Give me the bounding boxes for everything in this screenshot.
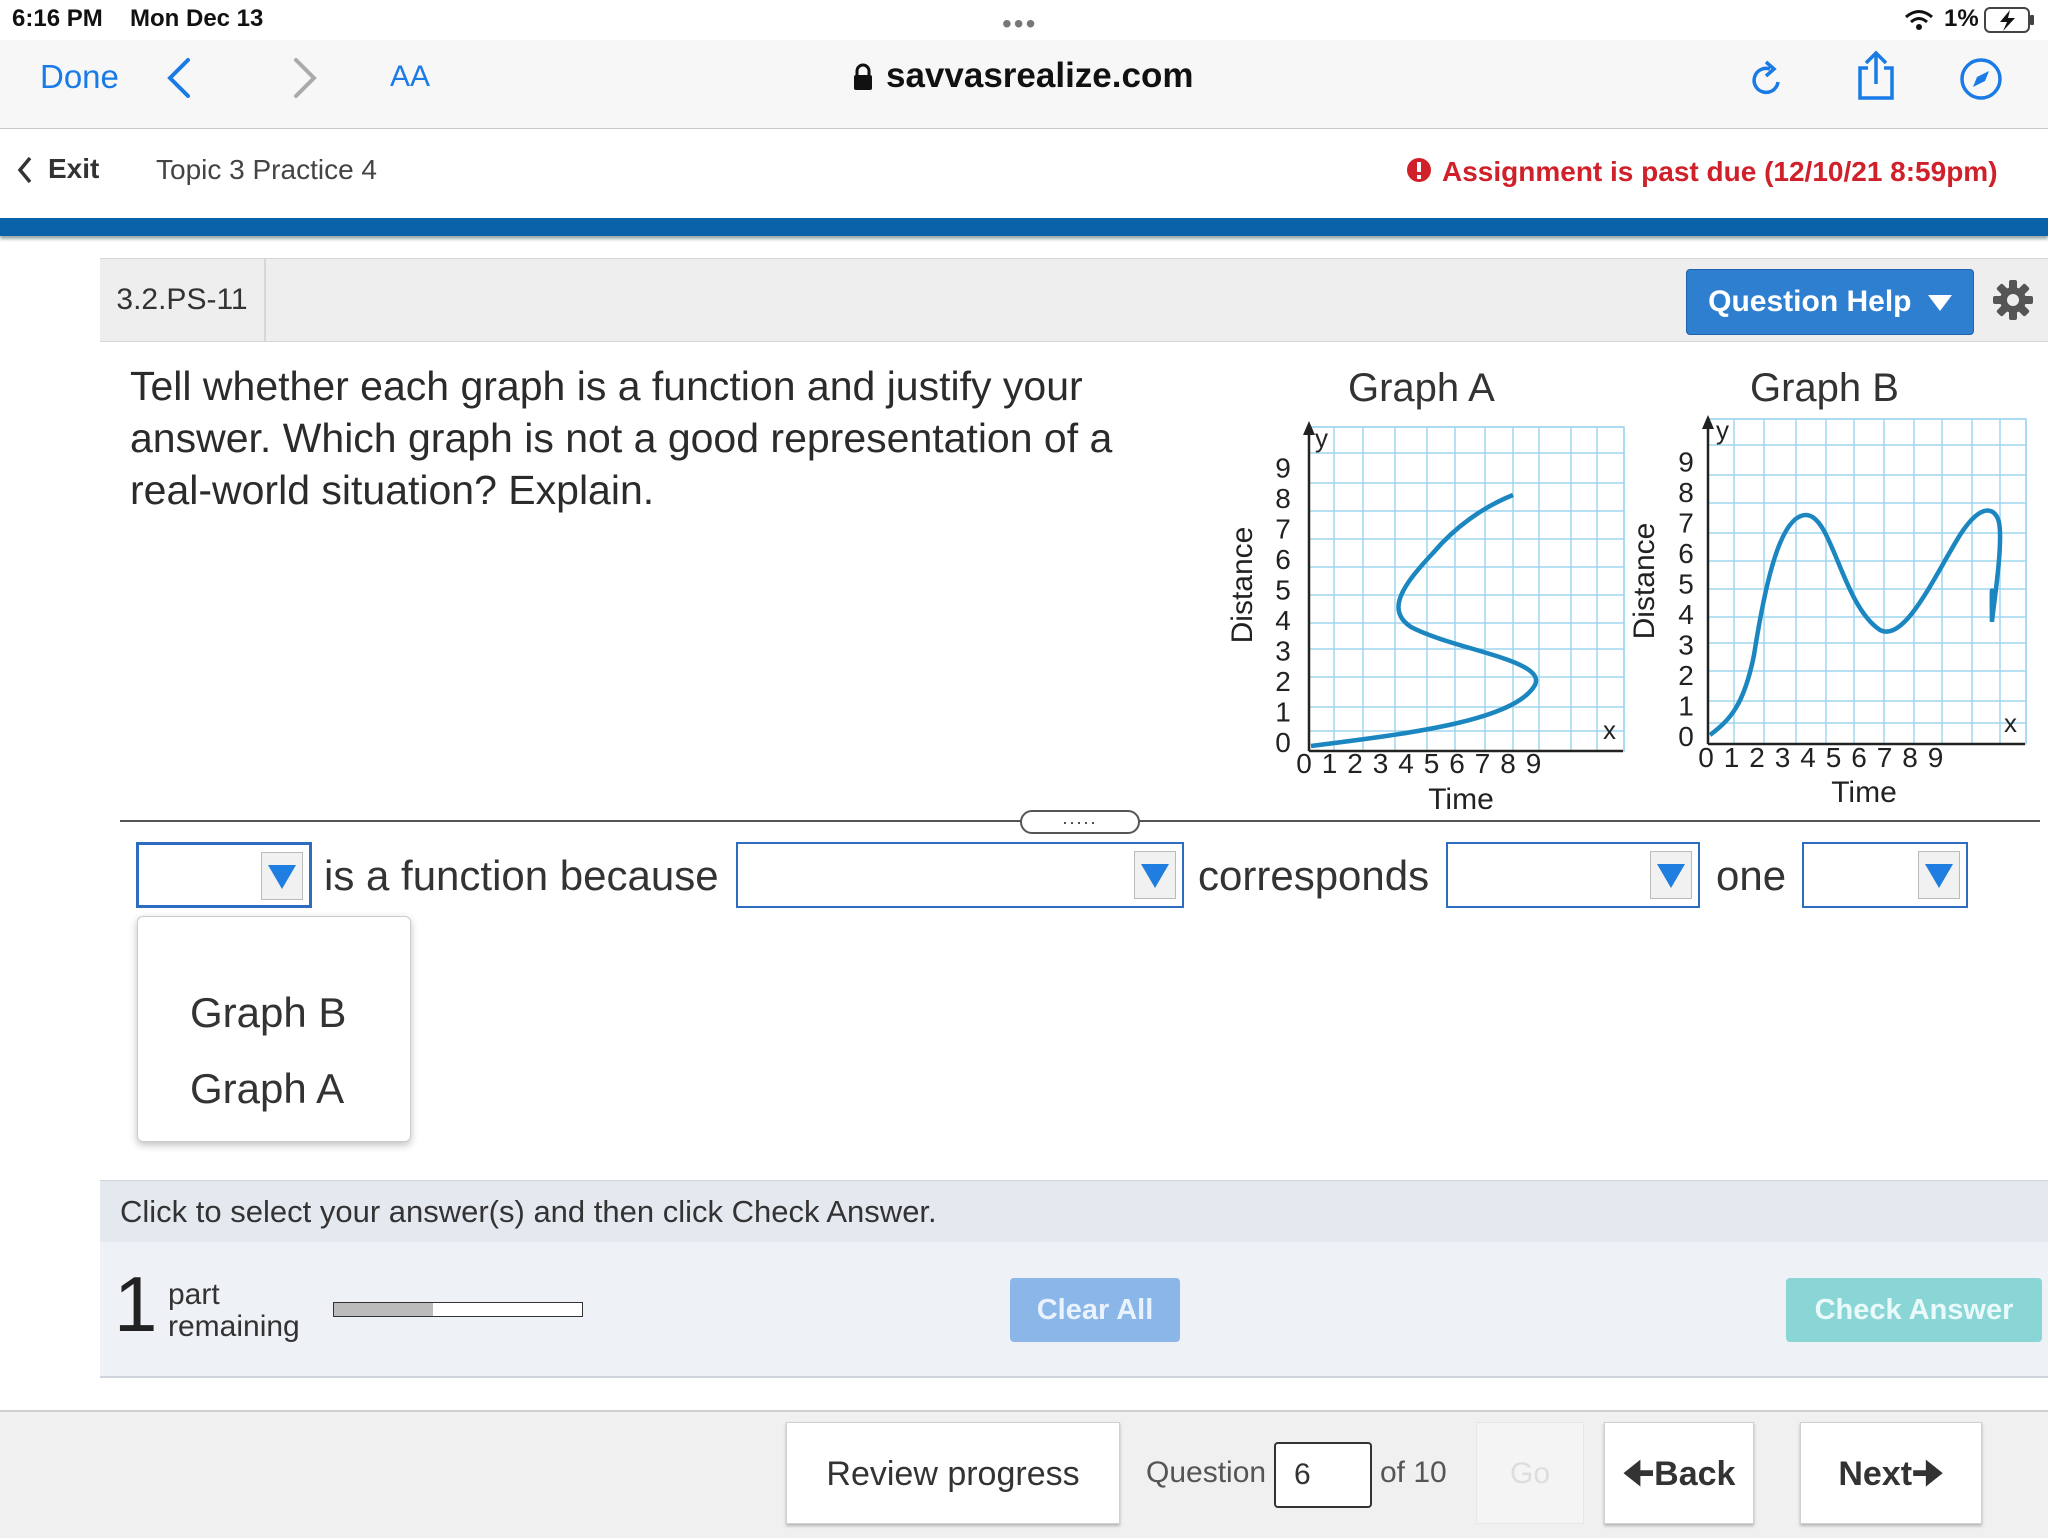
question-id: 3.2.PS-11 [100,259,266,341]
graph-a-curve [1311,495,1536,746]
question-help-button[interactable] [1686,269,1974,335]
graph-a-x-tick: 6 [1449,748,1465,779]
status-time: 6:16 PM [12,5,103,32]
output-dropdown[interactable] [1802,842,1968,908]
graph-b-x-tick: 4 [1800,742,1816,773]
graph-a-x-tick: 3 [1372,748,1389,779]
progress-bar-fill [334,1303,433,1316]
one-text: one [1716,852,1787,899]
graph-b-y-tick: 0 [1678,721,1694,752]
question-header [100,258,2048,342]
back-button[interactable] [1604,1422,1754,1524]
graph-b-y-tick: 6 [1678,538,1694,569]
graph-b-y-tick: 9 [1678,446,1694,478]
check-answer-button[interactable]: Check Answer [1786,1278,2042,1342]
graph-b-y-tick: 8 [1678,477,1694,508]
graph-a-x-tick: 0 [1296,748,1312,779]
graph-a-xlabel: Time [1428,783,1494,816]
past-due-notice: Assignment is past due (12/10/21 8:59pm) [1442,156,1998,187]
exit-chevron-icon[interactable] [16,155,34,185]
graph-b-x-tick: 3 [1774,742,1791,773]
graph-b-y-tick: 5 [1678,568,1694,600]
instruction-text: Click to select your answer(s) and then click Check Answer. [100,1180,2048,1243]
graph-b-grid [1708,419,2026,744]
graph-a-y-tick: 2 [1275,666,1291,697]
status-date: Mon Dec 13 [130,5,264,32]
graph-a-x-tick: 9 [1525,748,1542,779]
graph-a-y-tick: 5 [1275,574,1291,606]
of-total-label: of 10 [1380,1456,1447,1489]
parts-label-part: part [168,1278,220,1311]
browser-toolbar [0,40,2048,129]
graph-a [1215,415,1635,820]
graph-a-y-tick: 0 [1275,727,1291,758]
graph-b-xlabel: Time [1831,776,1897,809]
graph-a-x-tick: 4 [1398,748,1414,779]
graph-a-x-axis-letter: x [1603,715,1616,745]
dropdown-arrow-icon [1134,851,1176,899]
status-bar [0,0,2048,40]
next-label: Next [1838,1455,1913,1493]
app-header [0,129,2048,217]
parts-label-remaining: remaining [168,1310,300,1343]
url-field[interactable]: savvasrealize.com [886,56,1194,95]
graph-a-x-tick: 7 [1474,748,1491,779]
dropdown-arrow-icon [1918,851,1960,899]
graph-a-y-axis-letter: y [1315,423,1328,453]
header-divider [0,218,2048,236]
graph-a-y-tick: 9 [1275,452,1291,484]
exit-button[interactable]: Exit [48,153,100,184]
graph-b-ylabel: Distance [1628,522,1661,640]
graph-b-y-axis-letter: y [1716,415,1729,445]
graph-a-y-tick: 6 [1275,544,1291,575]
graph-a-y-tick: 1 [1275,696,1291,728]
clear-all-button[interactable]: Clear All [1010,1278,1180,1342]
graph-b-x-tick: 7 [1876,742,1893,773]
graph-b-y-tick: 3 [1678,629,1694,661]
review-progress-button[interactable]: Review progress [786,1422,1120,1524]
forward-chevron-icon[interactable] [290,56,320,100]
left-arrow-icon: 🠈 [1622,1455,1655,1493]
graph-a-y-tick: 3 [1275,635,1291,667]
share-icon[interactable] [1854,50,1898,102]
graph-a-title: Graph A [1348,366,1495,410]
graph-a-x-tick: 5 [1423,748,1440,779]
reason-dropdown[interactable] [736,842,1184,908]
correspondence-dropdown[interactable] [1446,842,1700,908]
graph-b-title: Graph B [1750,366,1899,410]
battery-charging-icon [1984,6,2036,34]
graph-b-x-tick: 5 [1825,742,1842,773]
dropdown-arrow-icon [1650,851,1692,899]
compass-icon[interactable] [1958,56,2004,102]
menu-option-graph-a[interactable]: Graph A [190,1065,345,1112]
corresponds-text: corresponds [1198,852,1430,899]
dropdown-menu [137,916,411,1142]
parts-remaining-count: 1 [114,1260,158,1348]
graph-b-x-axis-letter: x [2004,708,2017,738]
warning-icon [1406,157,1432,183]
assignment-title: Topic 3 Practice 4 [156,154,377,185]
graph-b-y-tick: 2 [1678,660,1694,691]
done-button[interactable]: Done [40,58,119,95]
question-help-label: Question Help [1708,285,1912,318]
graph-b-y-tick: 1 [1678,690,1694,722]
graph-a-y-tick: 8 [1275,483,1291,514]
dropdown-arrow-icon [261,852,303,900]
question-number-input[interactable] [1274,1442,1372,1508]
graph-a-ylabel: Distance [1226,526,1259,644]
battery-percent: 1% [1944,5,1979,32]
back-label: Back [1654,1455,1736,1493]
graph-a-y-tick: 4 [1275,605,1291,636]
go-button[interactable]: Go [1476,1422,1584,1524]
next-button[interactable] [1800,1422,1982,1524]
graph-a-grid [1309,427,1624,751]
reload-icon[interactable] [1746,58,1788,102]
graph-b-x-tick: 2 [1749,742,1765,773]
graph-select-dropdown[interactable] [136,842,312,908]
graph-a-x-tick: 2 [1347,748,1363,779]
graph-a-x-tick: 1 [1321,748,1338,779]
graph-b-x-tick: 8 [1902,742,1918,773]
gear-icon[interactable] [1992,279,2034,321]
graph-b-x-tick: 0 [1698,742,1714,773]
lock-icon [852,62,874,92]
text-size-button[interactable]: AA [390,60,431,93]
is-function-text: is a function because [324,852,719,899]
question-prompt: Tell whether each graph is a function and justify your answer. Which graph is not a good representation of a real-world situation? Explain. [130,363,1113,513]
caret-down-icon [1928,295,1952,311]
graph-b-x-tick: 6 [1851,742,1867,773]
graph-a-y-tick: 7 [1275,513,1291,545]
question-label: Question [1146,1456,1267,1489]
splitter-handle[interactable]: ..... [1020,810,1140,834]
menu-option-graph-b[interactable]: Graph B [190,989,347,1036]
progress-bar [333,1302,583,1317]
graph-a-x-tick: 8 [1500,748,1516,779]
multitask-dots-icon[interactable]: ••• [1002,8,1038,39]
right-arrow-icon: 🠊 [1912,1455,1944,1493]
wifi-icon [1904,8,1934,32]
graph-b [1620,415,2040,815]
graph-b-x-tick: 1 [1723,742,1740,773]
graph-b-y-tick: 7 [1678,507,1694,539]
graph-b-x-tick: 9 [1927,742,1944,773]
graph-b-y-tick: 4 [1678,599,1694,630]
back-chevron-icon[interactable] [164,56,194,100]
